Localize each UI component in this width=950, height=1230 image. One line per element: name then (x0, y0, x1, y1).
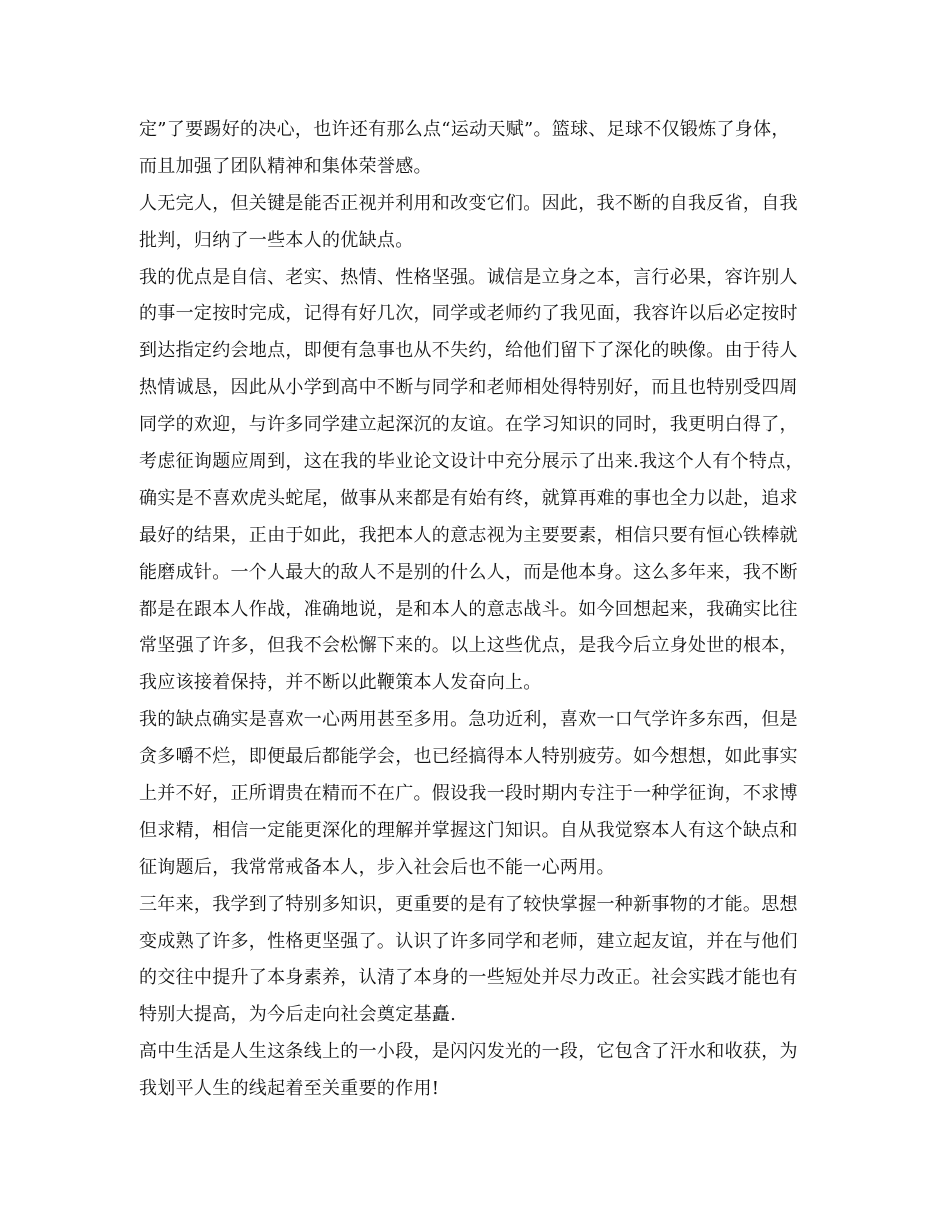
text-line: 而且加强了团队精神和集体荣誉感。 (139, 155, 432, 177)
text-line: 确实是不喜欢虎头蛇尾，做事从来都是有始有终，就算再难的事也全力以赴，追求 (139, 487, 798, 509)
text-line: 我应该接着保持，并不断以此鞭策本人发奋向上。 (139, 672, 542, 694)
text-line: 我的优点是自信、老实、热情、性格坚强。诚信是立身之本，言行必果，容许别人 (139, 266, 798, 288)
text-line: 高中生活是人生这条线上的一小段，是闪闪发光的一段，它包含了汗水和收获，为 (139, 1041, 798, 1063)
text-line: 征询题后，我常常戒备本人，步入社会后也不能一心两用。 (139, 856, 615, 878)
text-line: 的交往中提升了本身素养，认清了本身的一些短处并尽力改正。社会实践才能也有 (139, 967, 798, 989)
document-body (139, 112, 839, 1108)
text-line: 三年来，我学到了特别多知识，更重要的是有了较快掌握一种新事物的才能。思想 (139, 893, 798, 915)
text-line: 批判，归纳了一些本人的优缺点。 (139, 229, 414, 251)
text-line: 人无完人，但关键是能否正视并利用和改变它们。因此，我不断的自我反省，自我 (139, 192, 798, 214)
text-line: 贪多嚼不烂，即便最后都能学会，也已经搞得本人特别疲劳。如今想想，如此事实 (139, 746, 798, 768)
text-line: 最好的结果，正由于如此，我把本人的意志视为主要要素，相信只要有恒心铁棒就 (139, 524, 798, 546)
text-line: 我的缺点确实是喜欢一心两用甚至多用。急功近利，喜欢一口气学许多东西，但是 (139, 709, 798, 731)
text-line: 我划平人生的线起着至关重要的作用! (139, 1078, 440, 1100)
text-line: 定”了要踢好的决心，也许还有那么点“运动天赋”。篮球、足球不仅锻炼了身体， (139, 119, 790, 140)
text-line: 常坚强了许多，但我不会松懈下来的。以上这些优点，是我今后立身处世的根本， (139, 635, 798, 657)
text-line: 能磨成针。一个人最大的敌人不是别的什么人，而是他本身。这么多年来，我不断 (139, 561, 798, 583)
text-line: 考虑征询题应周到，这在我的毕业论文设计中充分展示了出来.我这个人有个特点， (139, 451, 804, 473)
text-line: 热情诚恳，因此从小学到高中不断与同学和老师相处得特别好，而且也特别受四周 (139, 377, 798, 399)
text-line: 到达指定约会地点，即便有急事也从不失约，给他们留下了深化的映像。由于待人 (139, 340, 798, 362)
text-line: 变成熟了许多，性格更坚强了。认识了许多同学和老师，建立起友谊，并在与他们 (139, 930, 798, 952)
text-line: 上并不好，正所谓贵在精而不在广。假设我一段时期内专注于一种学征询，不求博 (139, 783, 798, 805)
text-line: 都是在跟本人作战，准确地说，是和本人的意志战斗。如今回想起来，我确实比往 (139, 598, 798, 620)
text-line: 的事一定按时完成，记得有好几次，同学或老师约了我见面，我容许以后必定按时 (139, 303, 798, 325)
text-line: 特别大提高，为今后走向社会奠定基矗. (139, 1004, 457, 1026)
text-line: 但求精，相信一定能更深化的理解并掌握这门知识。自从我觉察本人有这个缺点和 (139, 819, 798, 841)
text-line: 同学的欢迎，与许多同学建立起深沉的友谊。在学习知识的同时，我更明白得了， (139, 414, 798, 436)
